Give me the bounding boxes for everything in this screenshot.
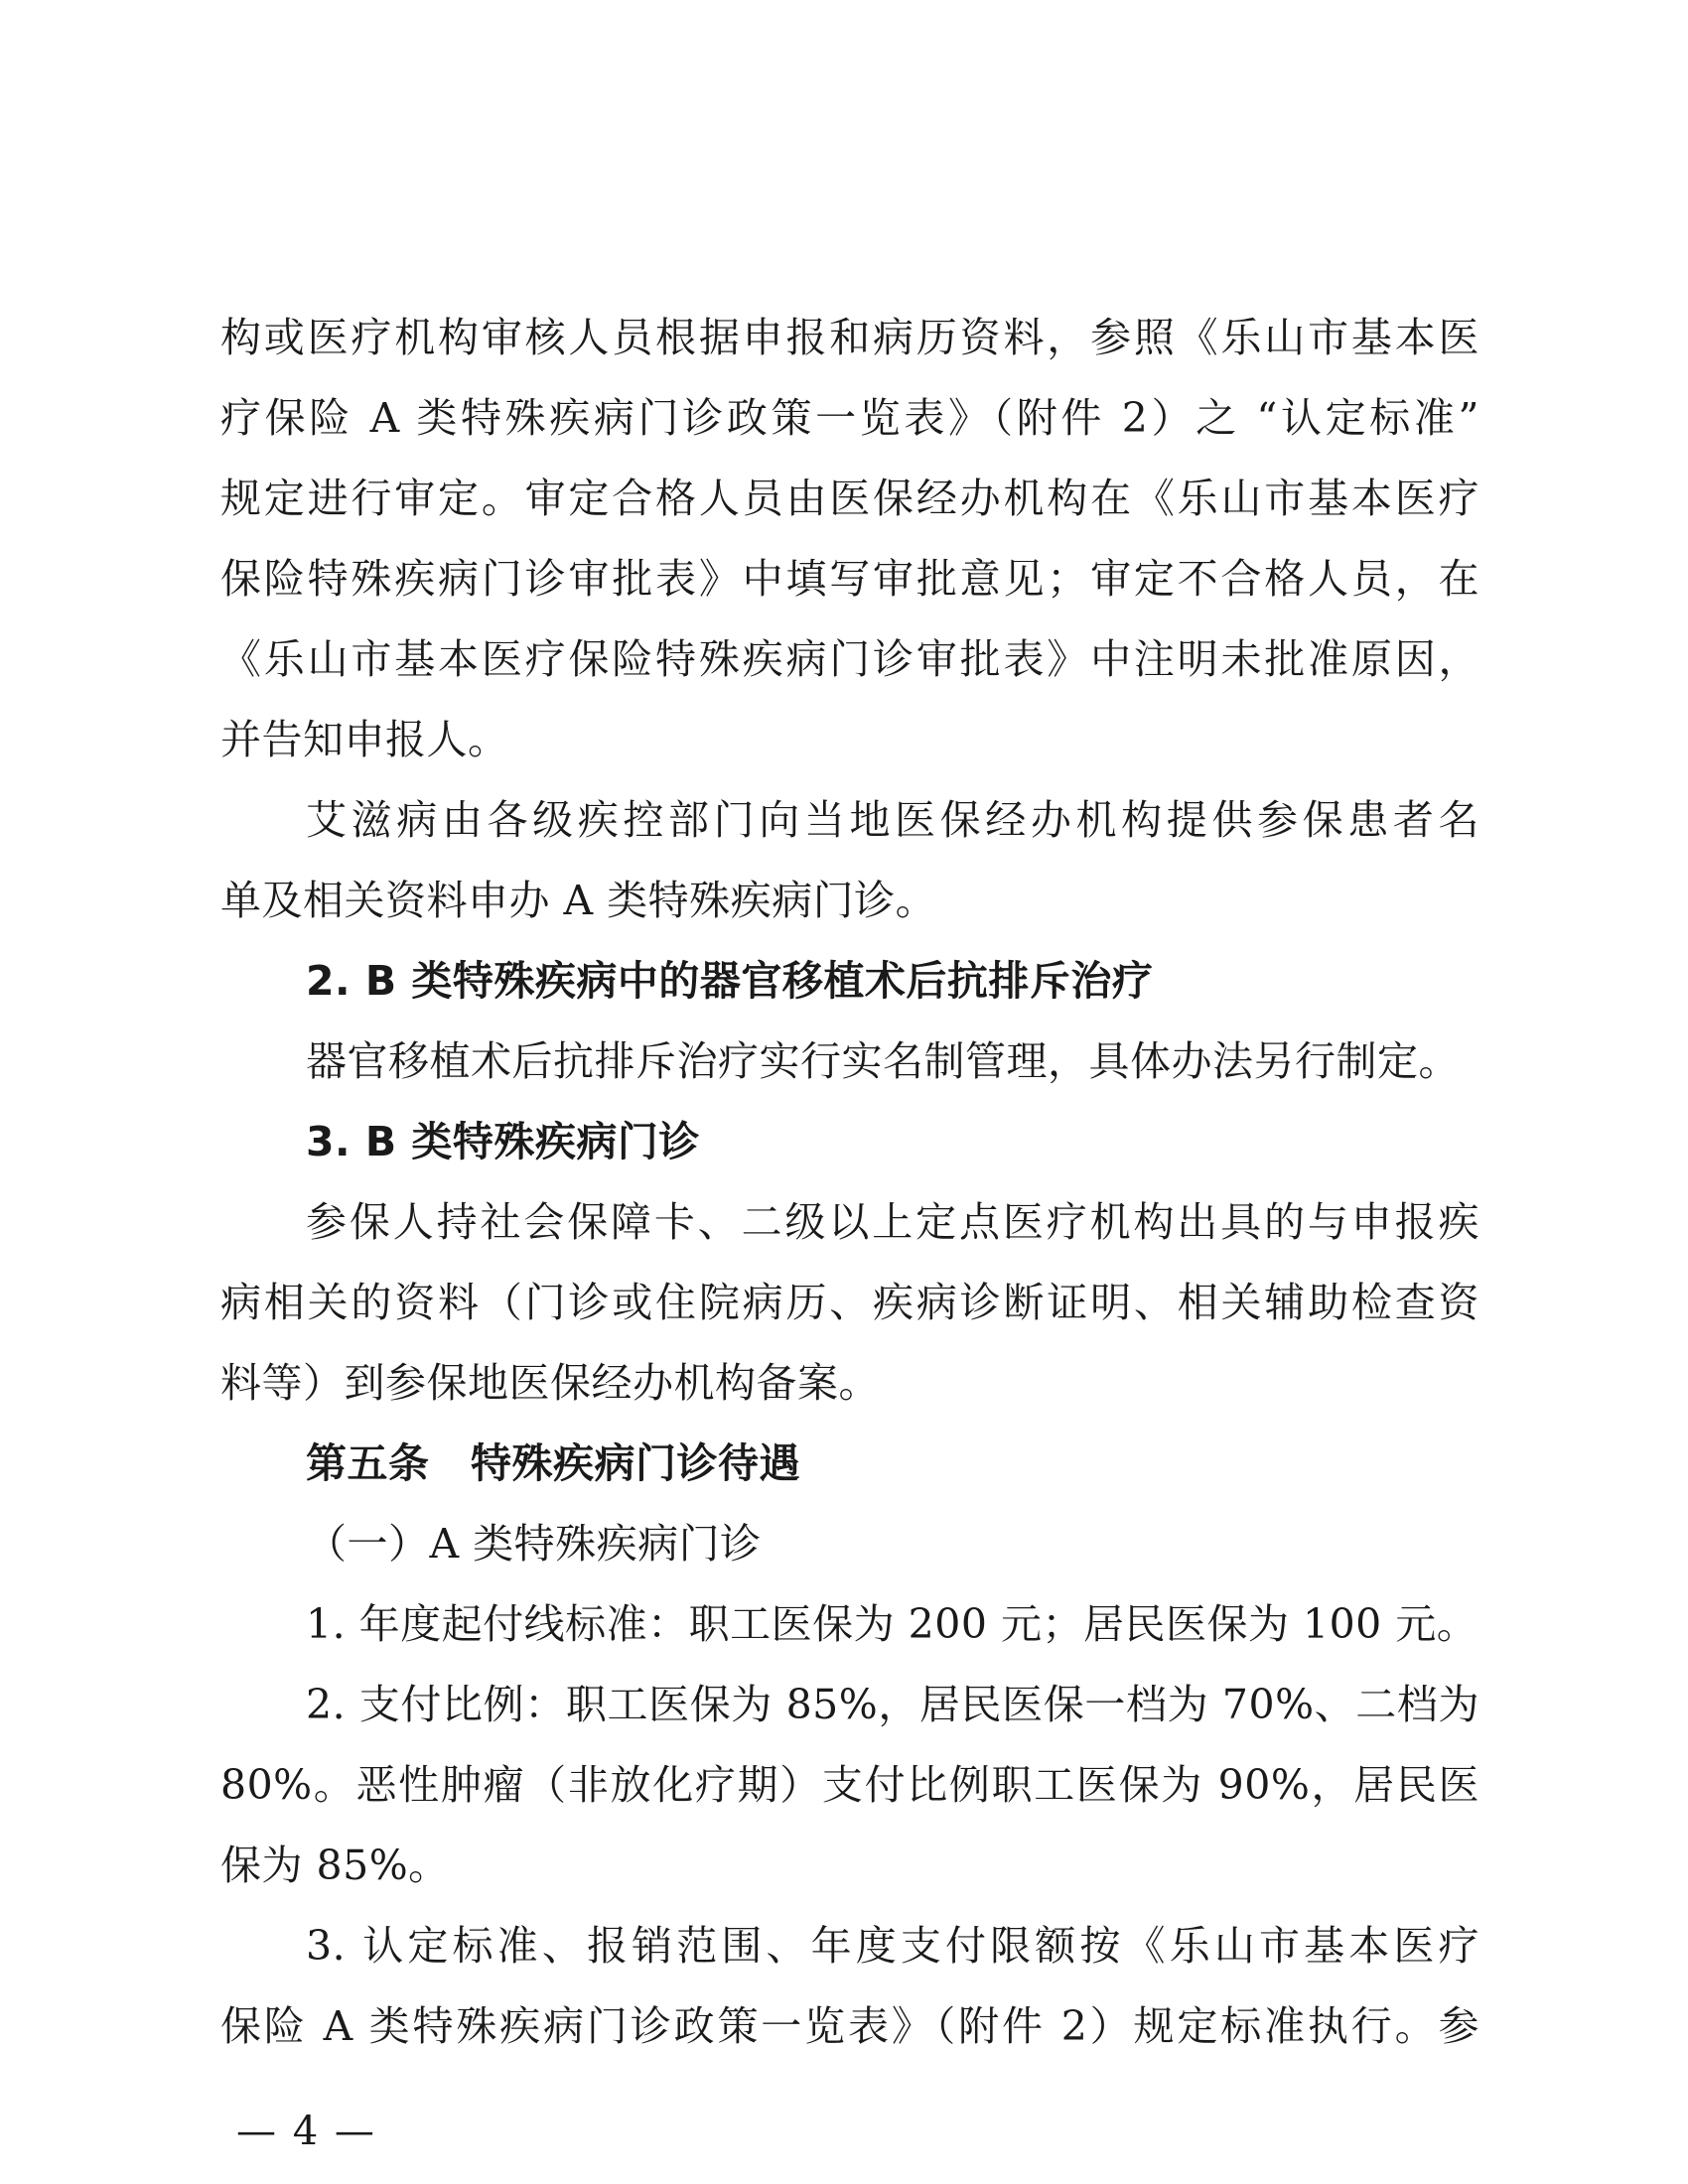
text-line: 病相关的资料（门诊或住院病历、疾病诊断证明、相关辅助检查资 — [220, 1279, 1479, 1326]
paragraph-b-class-filing — [220, 1182, 1479, 1424]
paragraph-organ-transplant: 器官移植术后抗排斥治疗实行实名制管理，具体办法另行制定。 — [306, 1037, 1460, 1085]
text-line: 保为 85%。 — [220, 1842, 450, 1889]
item-payment-ratio — [220, 1665, 1479, 1906]
heading-organ-transplant: 2. B 类特殊疾病中的器官移植术后抗排斥治疗 — [306, 957, 1154, 1005]
text-line: 并告知申报人。 — [220, 716, 509, 763]
text-line: 3. 认定标准、报销范围、年度支付限额按《乐山市基本医疗 — [306, 1922, 1479, 1970]
paragraph-review-procedure — [220, 298, 1479, 780]
paragraph-aids — [220, 780, 1479, 941]
text-line: 保险 A 类特殊疾病门诊政策一览表》（附件 2）规定标准执行。参 — [220, 2002, 1479, 2050]
text-line: 《乐山市基本医疗保险特殊疾病门诊审批表》中注明未批准原因， — [220, 635, 1479, 683]
text-line: 参保人持社会保障卡、二级以上定点医疗机构出具的与申报疾 — [306, 1198, 1479, 1246]
text-line: 疗保险 A 类特殊疾病门诊政策一览表》（附件 2）之 “认定标准” — [220, 394, 1479, 442]
text-line: 80%。恶性肿瘤（非放化疗期）支付比例职工医保为 90%，居民医 — [220, 1761, 1479, 1809]
text-line: 保险特殊疾病门诊审批表》中填写审批意见；审定不合格人员，在 — [220, 555, 1479, 603]
text-line: 料等）到参保地医保经办机构备案。 — [220, 1359, 880, 1407]
section-a-heading: （一）A 类特殊疾病门诊 — [306, 1520, 762, 1568]
text-line: 构或医疗机构审核人员根据申报和病历资料，参照《乐山市基本医 — [220, 314, 1479, 361]
item-deductible: 1. 年度起付线标准：职工医保为 200 元；居民医保为 100 元。 — [306, 1600, 1478, 1648]
article-5-heading: 第五条 特殊疾病门诊待遇 — [306, 1439, 800, 1487]
page-number: — 4 — — [236, 2109, 376, 2154]
text-line: 单及相关资料申办 A 类特殊疾病门诊。 — [220, 877, 937, 924]
item-standards — [220, 1906, 1479, 2067]
document-body — [220, 298, 1479, 2067]
heading-b-class-outpatient: 3. B 类特殊疾病门诊 — [306, 1118, 700, 1165]
text-line: 规定进行审定。审定合格人员由医保经办机构在《乐山市基本医疗 — [220, 475, 1479, 522]
text-line: 艾滋病由各级疾控部门向当地医保经办机构提供参保患者名 — [306, 796, 1479, 844]
text-line: 2. 支付比例：职工医保为 85%，居民医保一档为 70%、二档为 — [306, 1681, 1479, 1728]
